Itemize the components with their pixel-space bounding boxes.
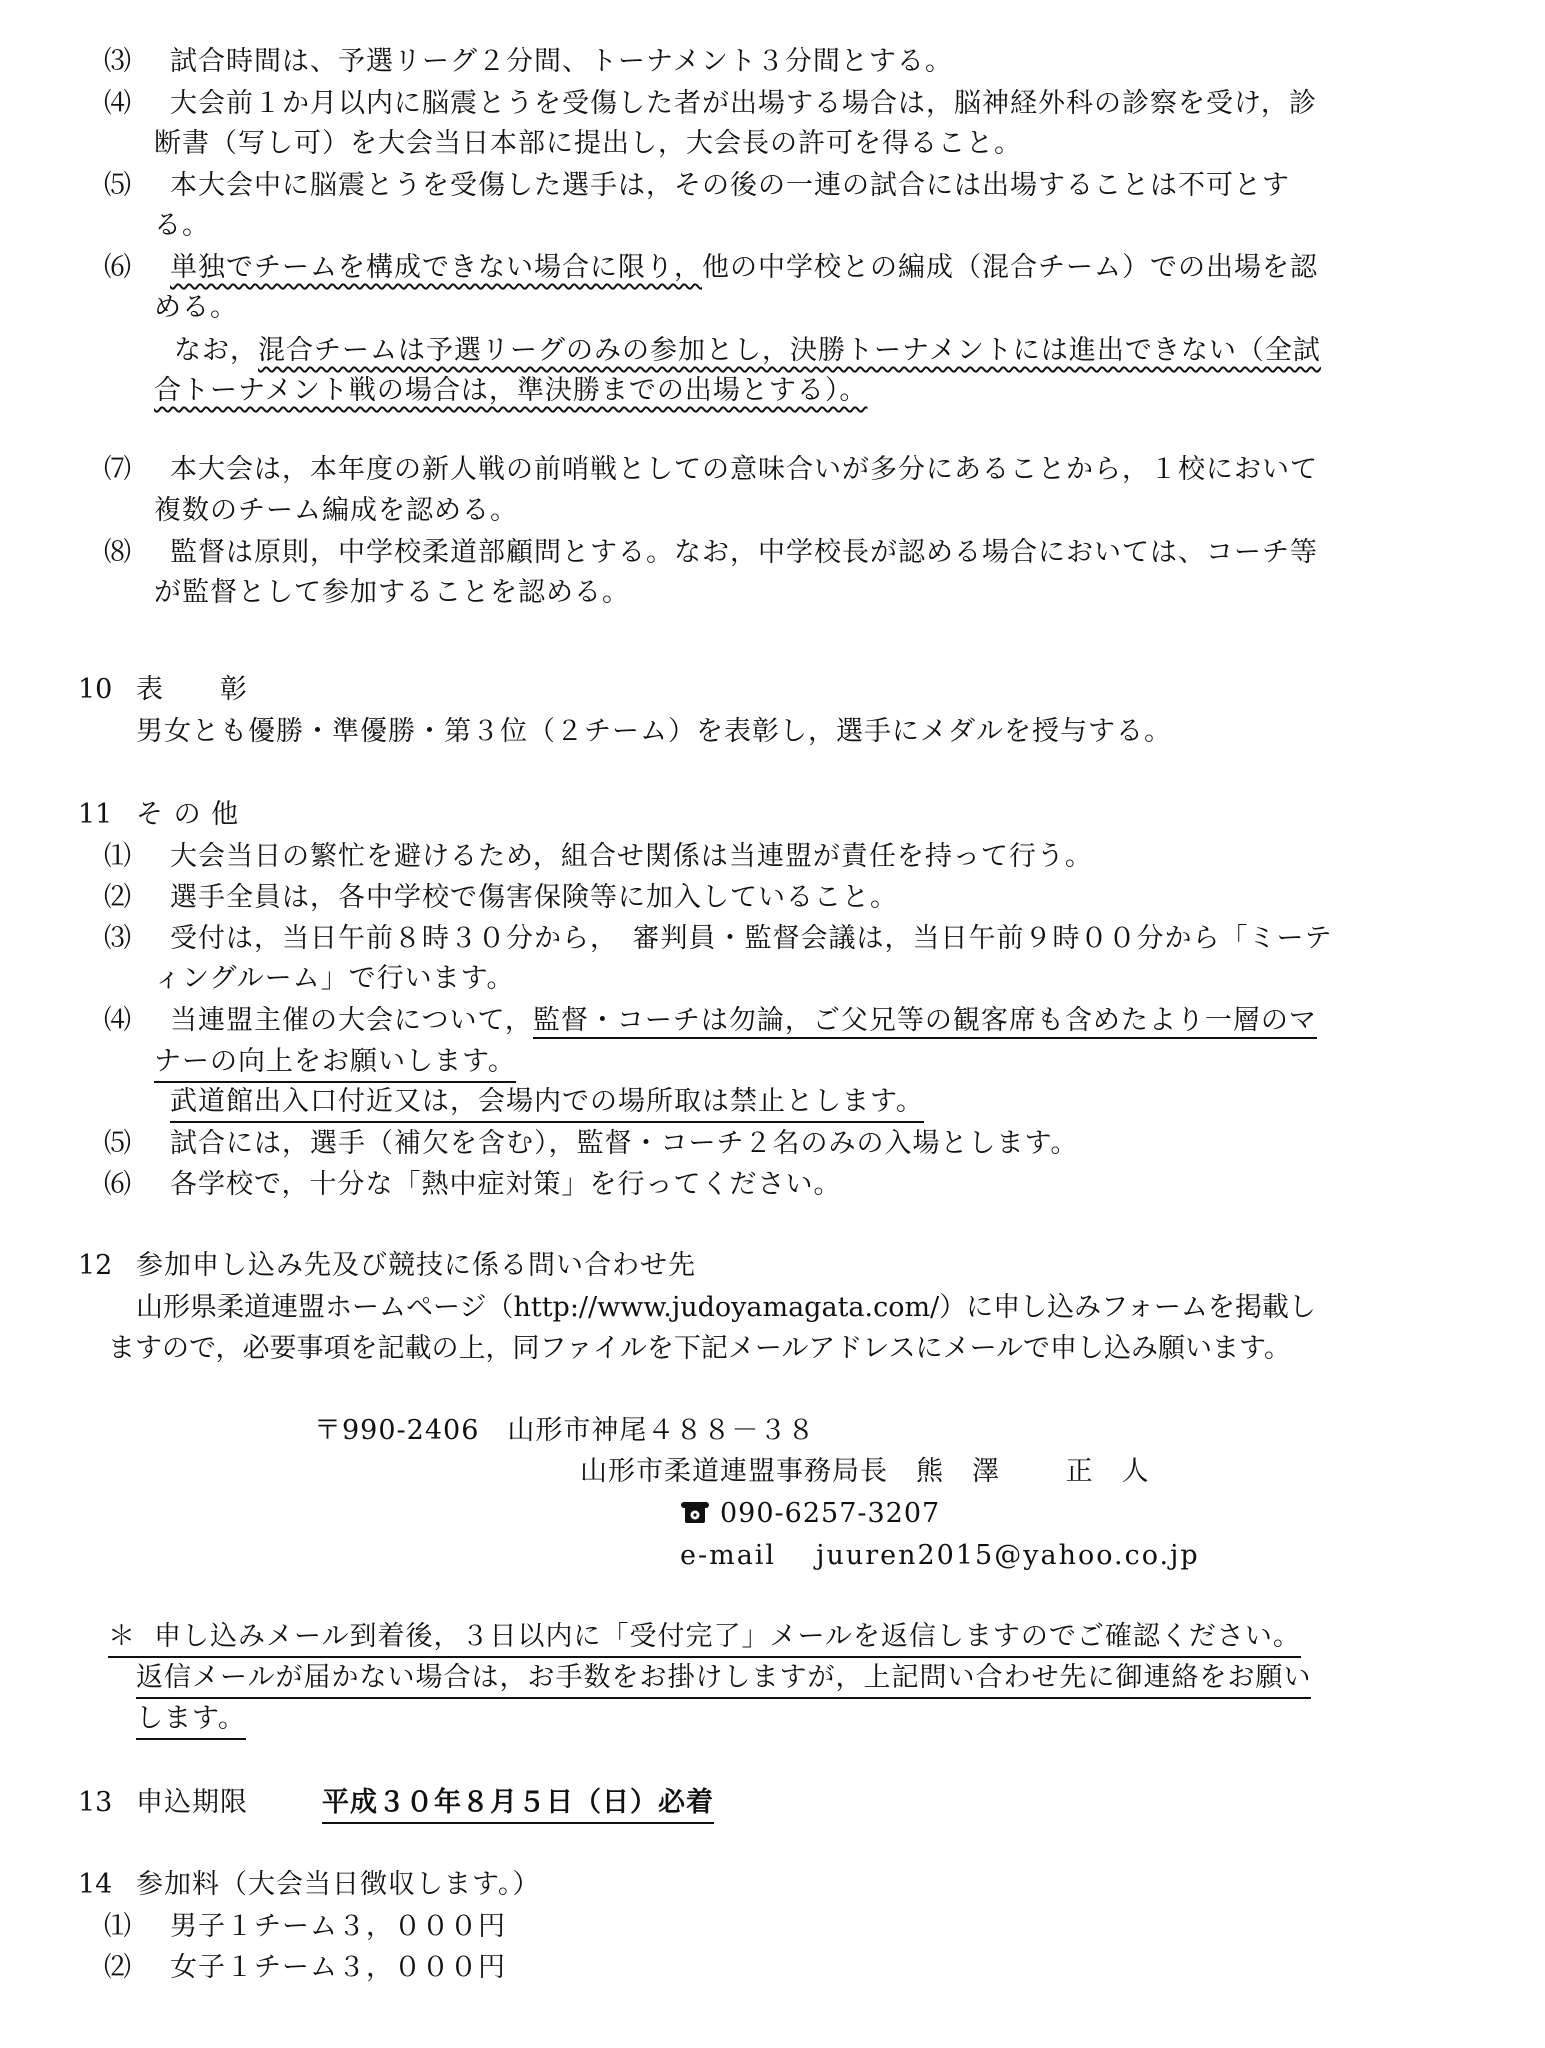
contact-address: 〒990-2406 山形市神尾４８８－３８	[314, 1415, 816, 1446]
telephone-icon	[680, 1501, 710, 1525]
fee-item-2-number: ⑵	[104, 1952, 131, 1983]
item-8-line-2: が監督として参加することを認める。	[154, 577, 630, 608]
fee-item-1-text: 男子１チーム３，０００円	[170, 1911, 506, 1942]
contact-email-line	[680, 1538, 1200, 1574]
item-7-number: ⑺	[104, 454, 131, 485]
item-5-line-2: る。	[154, 210, 210, 241]
item-7-line-2: 複数のチーム編成を認める。	[154, 495, 518, 526]
section-12-line-2: ますので，必要事項を記載の上，同ファイルを下記メールアドレスにメールで申し込み願います。	[108, 1333, 1291, 1364]
fee-item-1-number: ⑴	[104, 1911, 131, 1942]
section-10-body: 男女とも優勝・準優勝・第３位（２チーム）を表彰し，選手にメダルを授与する。	[136, 716, 1172, 747]
section-14-title: 参加料（大会当日徴収します。）	[136, 1869, 541, 1900]
sec11-item-6-number: ⑹	[104, 1169, 131, 1200]
note-line-1: 申し込みメール到着後，３日以内に「受付完了」メールを返信しますのでご確認ください。	[108, 1619, 1301, 1658]
sec11-item-4-prefix: 当連盟主催の大会について，	[170, 1005, 533, 1036]
item-5-line-1: 本大会中に脳震とうを受傷した選手は，その後の一連の試合には出場することは不可とす	[170, 170, 1290, 201]
item-5-number: ⑸	[104, 170, 131, 201]
item-6-note-line-2: 合トーナメント戦の場合は，準決勝までの出場とする）。	[154, 375, 868, 406]
contact-name: 山形市柔道連盟事務局長 熊 澤 正 人	[580, 1456, 1150, 1487]
item-6-line-1	[170, 250, 1318, 286]
section-11-title: そ の 他	[136, 799, 240, 830]
note-line-3: します。	[136, 1701, 246, 1740]
section-12-number: 12	[78, 1250, 113, 1281]
item-4-line-2: 断書（写し可）を大会当日本部に提出し，大会長の許可を得ること。	[154, 128, 1022, 159]
section-12-title: 参加申し込み先及び競技に係る問い合わせ先	[136, 1250, 696, 1281]
item-8-line-1: 監督は原則，中学校柔道部顧問とする。なお，中学校長が認める場合においては、コーチ等	[170, 537, 1318, 568]
sec11-item-2-text: 選手全員は，各中学校で傷害保険等に加入していること。	[170, 882, 898, 913]
item-6-note-line-1	[174, 333, 1321, 369]
section-14-number: 14	[78, 1869, 113, 1900]
section-10-number: 10	[78, 674, 113, 705]
section-11-number: 11	[78, 799, 113, 830]
section-12-line-1: 山形県柔道連盟ホームページ（http://www.judoyamagata.com/）に申し込みフォームを掲載し	[136, 1292, 1316, 1323]
item-6-underlined-clause: 単独でチームを構成できない場合に限り，	[170, 252, 702, 283]
contact-email-label: e-mail	[680, 1540, 777, 1571]
item-8-number: ⑻	[104, 537, 131, 568]
contact-email: juuren2015@yahoo.co.jp	[816, 1540, 1200, 1571]
sec11-item-4-line-2: ナーの向上をお願いします。	[154, 1044, 516, 1083]
sec11-item-4-number: ⑷	[104, 1005, 131, 1036]
item-3-number: ⑶	[104, 46, 131, 77]
sec11-item-4-underlined: 監督・コーチは勿論，ご父兄等の観客席も含めたより一層のマ	[533, 1005, 1317, 1039]
fee-item-2-text: 女子１チーム３，０００円	[170, 1952, 506, 1983]
contact-phone: 090-6257-3207	[720, 1498, 941, 1529]
sec11-item-1-text: 大会当日の繁忙を避けるため，組合せ関係は当連盟が責任を持って行う。	[170, 841, 1093, 872]
sec11-item-3-number: ⑶	[104, 923, 131, 954]
item-4-number: ⑷	[104, 88, 131, 119]
section-13-number: 13	[78, 1787, 113, 1818]
item-6-line-2: める。	[154, 292, 238, 323]
sec11-item-4-line-1	[170, 1003, 1317, 1039]
sec11-item-3-line-2: ィングルーム」で行います。	[154, 963, 515, 994]
sec11-item-4-line-3: 武道館出入口付近又は，会場内での場所取は禁止とします。	[170, 1084, 924, 1123]
note-line-2: 返信メールが届かない場合は，お手数をお掛けしますが，上記問い合わせ先に御連絡をお願い	[136, 1660, 1311, 1699]
sec11-item-2-number: ⑵	[104, 882, 131, 913]
section-13-title: 申込期限	[136, 1787, 248, 1818]
item-4-line-1: 大会前１か月以内に脳震とうを受傷した者が出場する場合は，脳神経外科の診察を受け，診	[170, 88, 1317, 119]
sec11-item-5-text: 試合には，選手（補欠を含む），監督・コーチ２名のみの入場とします。	[170, 1128, 1079, 1159]
sec11-item-5-number: ⑸	[104, 1128, 131, 1159]
note-mark: ＊	[108, 1621, 136, 1652]
item-6-note-prefix: なお，	[174, 335, 258, 366]
section-10-title: 表 彰	[136, 674, 248, 705]
sec11-item-3-line-1: 受付は，当日午前８時３０分から， 審判員・監督会議は，当日午前９時００分から「ミーテ	[170, 923, 1333, 954]
contact-phone-line	[680, 1496, 940, 1532]
application-deadline: 平成３０年８月５日（日）必着	[322, 1785, 714, 1824]
sec11-item-6-text: 各学校で，十分な「熱中症対策」を行ってください。	[170, 1169, 842, 1200]
item-6-line-1-rest: 他の中学校との編成（混合チーム）での出場を認	[702, 252, 1318, 283]
item-6-note-underlined: 混合チームは予選リーグのみの参加とし，決勝トーナメントには進出できない（全試	[258, 335, 1321, 366]
sec11-item-1-number: ⑴	[104, 841, 131, 872]
item-7-line-1: 本大会は，本年度の新人戦の前哨戦としての意味合いが多分にあることから，１校において	[170, 454, 1318, 485]
item-3-text: 試合時間は、予選リーグ２分間、トーナメント３分間とする。	[170, 46, 953, 77]
item-6-number: ⑹	[104, 252, 131, 283]
